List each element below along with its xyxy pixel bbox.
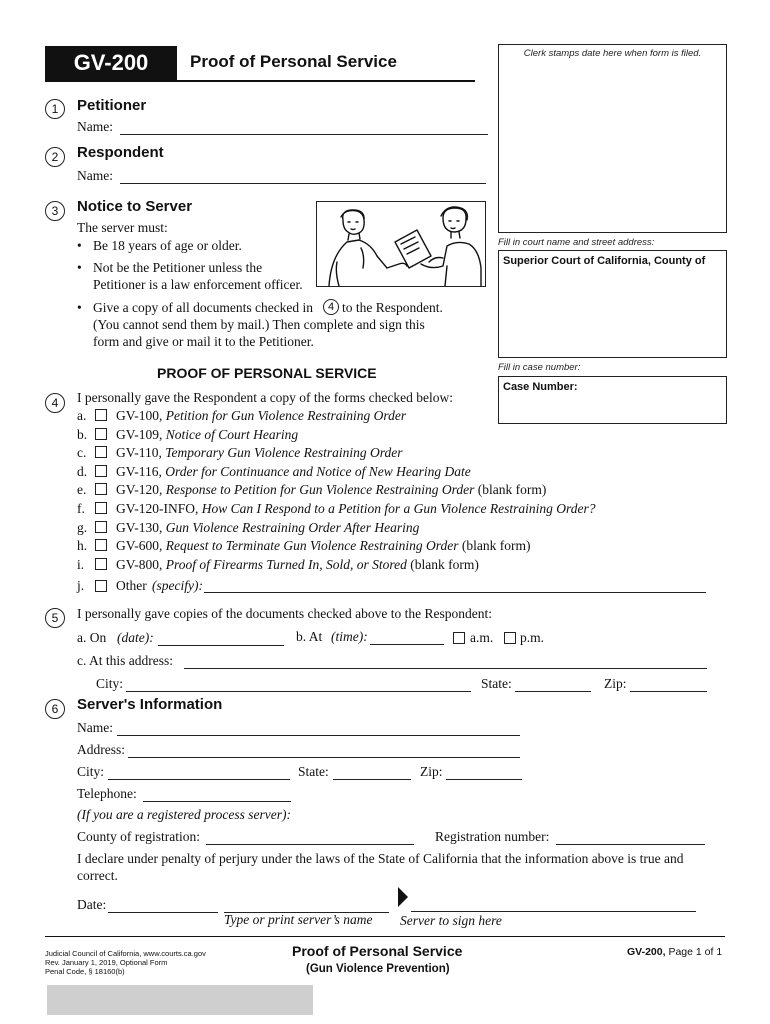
form-item xyxy=(77,464,471,480)
service-time-field[interactable] xyxy=(370,644,444,645)
respondent-name-label: Name: xyxy=(77,168,113,183)
bullet-3-line-2: (You cannot send them by mail.) Then complete and sign this xyxy=(93,317,425,332)
section-number-5: 5 xyxy=(45,608,65,628)
service-zip-label: Zip: xyxy=(604,676,627,691)
form-item-letter: f. xyxy=(77,501,85,516)
footer-subtitle: (Gun Violence Prevention) xyxy=(306,963,450,975)
form-item-note: (blank form) xyxy=(410,557,479,572)
server-telephone-label: Telephone: xyxy=(77,786,137,801)
server-city-label: City: xyxy=(77,764,105,779)
clear-form-bar[interactable] xyxy=(47,985,313,1015)
bullet-1-line-1: Be 18 years of age or older. xyxy=(93,238,242,253)
server-address-label: Address: xyxy=(77,742,125,757)
forms-intro: I personally gave the Respondent a copy of the forms checked below: xyxy=(77,390,454,405)
respondent-name-field[interactable] xyxy=(120,183,486,184)
service-address-label: c. At this address: xyxy=(77,653,173,668)
form-item xyxy=(77,445,403,461)
header-rule xyxy=(45,80,475,82)
form-item-letter: i. xyxy=(77,557,85,572)
pm-label: p.m. xyxy=(520,630,545,645)
form-item-title: Proof of Firearms Turned In, Sold, or Stored xyxy=(165,557,407,572)
service-zip-field[interactable] xyxy=(630,691,707,692)
form-item-letter: c. xyxy=(77,445,87,460)
section-title-respondent: Respondent xyxy=(77,144,164,161)
form-id-badge: GV-200 xyxy=(45,46,177,80)
footer-page-number: Page 1 of 1 xyxy=(668,946,723,958)
form-item-checkbox[interactable] xyxy=(95,539,107,551)
service-state-label: State: xyxy=(481,676,512,691)
form-item-checkbox[interactable] xyxy=(95,446,107,458)
section-title-server-info: Server's Information xyxy=(77,696,223,713)
form-item-code: GV-120, xyxy=(116,482,163,497)
form-item-letter: b. xyxy=(77,427,88,442)
server-address-field[interactable] xyxy=(128,757,520,758)
form-item-note: (blank form) xyxy=(477,482,547,497)
form-item-letter: a. xyxy=(77,408,87,423)
form-item-title: Order for Continuance and Notice of New Hearing Date xyxy=(165,464,471,479)
case-number-label: Case Number: xyxy=(503,381,578,393)
form-item-checkbox[interactable] xyxy=(95,502,107,514)
server-zip-field[interactable] xyxy=(446,779,522,780)
form-title: Proof of Personal Service xyxy=(190,52,397,71)
form-item xyxy=(77,557,479,573)
other-specify: (specify): xyxy=(152,578,203,593)
registration-number-field[interactable] xyxy=(556,844,705,845)
case-fill-label: Fill in case number: xyxy=(498,362,581,373)
form-item-title: Notice of Court Hearing xyxy=(165,427,299,442)
court-name-box[interactable] xyxy=(498,250,727,358)
county-registration-label: County of registration: xyxy=(77,829,200,844)
form-item xyxy=(77,501,595,517)
form-item-checkbox[interactable] xyxy=(95,465,107,477)
clerk-stamp-label: Clerk stamps date here when form is filed. xyxy=(523,48,702,59)
bullet-3-tail: to the Respondent. xyxy=(342,300,443,315)
server-state-label: State: xyxy=(298,764,329,779)
county-registration-field[interactable] xyxy=(206,844,414,845)
bullet-dot: • xyxy=(77,260,82,275)
service-date-hint: (date): xyxy=(117,630,154,645)
section-number-6: 6 xyxy=(45,699,65,719)
form-item xyxy=(77,482,546,498)
form-item-checkbox[interactable] xyxy=(95,483,107,495)
petitioner-name-field[interactable] xyxy=(120,134,488,135)
checkbox-pm[interactable] xyxy=(504,632,516,644)
form-item xyxy=(77,538,530,554)
sign-arrow-icon xyxy=(398,887,408,907)
footer-left-2: Rev. January 1, 2019, Optional Form xyxy=(45,958,168,967)
form-item-title: How Can I Respond to a Petition for a Gun Violence Restraining Order? xyxy=(201,501,596,516)
section-title-notice: Notice to Server xyxy=(77,198,193,215)
form-item-code: GV-800, xyxy=(116,557,163,572)
other-specify-field[interactable] xyxy=(204,592,706,593)
service-address-field[interactable] xyxy=(184,668,707,669)
form-item-title: Temporary Gun Violence Restraining Order xyxy=(165,445,403,460)
section-title-petitioner: Petitioner xyxy=(77,97,147,114)
form-item-checkbox[interactable] xyxy=(95,409,107,421)
bullet-2-line-1: Not be the Petitioner unless the xyxy=(93,260,263,275)
form-item-letter: h. xyxy=(77,538,88,553)
footer-left-3: Penal Code, § 18160(b) xyxy=(45,967,125,976)
form-item-code: GV-100, xyxy=(116,408,163,423)
declaration-line-1: I declare under penalty of perjury under the laws of the State of California that the information above is true and xyxy=(77,851,684,866)
section-number-3: 3 xyxy=(45,201,65,221)
server-city-field[interactable] xyxy=(108,779,290,780)
server-name-field[interactable] xyxy=(117,735,520,736)
service-intro: I personally gave copies of the documents checked above to the Respondent: xyxy=(77,606,492,621)
form-item-code: GV-600, xyxy=(116,538,163,553)
form-item-letter: d. xyxy=(77,464,88,479)
footer-title: Proof of Personal Service xyxy=(292,943,463,959)
am-label: a.m. xyxy=(470,630,494,645)
form-item-code: GV-120-INFO, xyxy=(116,501,199,516)
sign-date-label: Date: xyxy=(77,897,107,912)
section-number-1: 1 xyxy=(45,99,65,119)
sign-date-field[interactable] xyxy=(108,912,218,913)
declaration-line-2: correct. xyxy=(77,868,118,883)
service-time-hint: (time): xyxy=(331,629,368,644)
form-item-code: GV-110, xyxy=(116,445,162,460)
signature-caption: Server to sign here xyxy=(400,913,502,928)
form-item xyxy=(77,408,406,424)
court-fill-label: Fill in court name and street address: xyxy=(498,237,655,248)
court-name-text: Superior Court of California, County of xyxy=(503,255,706,267)
service-state-field[interactable] xyxy=(515,691,591,692)
proof-heading: PROOF OF PERSONAL SERVICE xyxy=(157,365,377,381)
form-item-letter: j. xyxy=(77,578,85,593)
form-item-title: Response to Petition for Gun Violence Restraining Order xyxy=(165,482,475,497)
bullet-3-line-1: Give a copy of all documents checked in xyxy=(93,300,314,315)
checkbox-other[interactable] xyxy=(95,580,107,592)
clerk-stamp-box xyxy=(498,44,727,233)
petitioner-name-label: Name: xyxy=(77,119,113,134)
form-item-checkbox[interactable] xyxy=(95,521,107,533)
form-item-letter: e. xyxy=(77,482,87,497)
bullet-2-line-2: Petitioner is a law enforcement officer. xyxy=(93,277,303,292)
service-city-field[interactable] xyxy=(126,691,471,692)
form-item-checkbox[interactable] xyxy=(95,558,107,570)
print-name-caption: Type or print server’s name xyxy=(224,912,373,927)
bullet-dot: • xyxy=(77,238,82,253)
form-item-code: GV-130, xyxy=(116,520,163,535)
footer-left-1: Judicial Council of California, www.courts.ca.gov xyxy=(45,949,206,958)
other-label: Other xyxy=(116,578,147,593)
server-name-label: Name: xyxy=(77,720,113,735)
form-item xyxy=(77,520,419,536)
form-item-title: Request to Terminate Gun Violence Restraining Order xyxy=(165,538,459,553)
section-ref-4: 4 xyxy=(323,299,339,315)
server-illustration xyxy=(316,201,486,287)
footer-page-info xyxy=(627,946,722,958)
form-item-note: (blank form) xyxy=(461,538,531,553)
registration-number-label: Registration number: xyxy=(435,829,550,844)
form-item xyxy=(77,427,298,443)
registered-note: (If you are a registered process server): xyxy=(77,807,291,822)
case-number-box[interactable] xyxy=(498,376,727,424)
form-item-letter: g. xyxy=(77,520,88,535)
form-item-code: GV-109, xyxy=(116,427,163,442)
form-item-checkbox[interactable] xyxy=(95,428,107,440)
footer-rule xyxy=(45,936,725,937)
form-item-title: Gun Violence Restraining Order After Hearing xyxy=(165,520,420,535)
section-number-2: 2 xyxy=(45,147,65,167)
section-number-4: 4 xyxy=(45,393,65,413)
footer-form-id: GV-200, xyxy=(627,946,666,958)
service-time-label: b. At xyxy=(296,629,323,644)
service-date-field[interactable] xyxy=(158,645,284,646)
notice-intro: The server must: xyxy=(77,220,168,235)
service-date-label: a. On xyxy=(77,630,107,645)
server-state-field[interactable] xyxy=(333,779,411,780)
signature-field[interactable] xyxy=(411,911,696,912)
checkbox-am[interactable] xyxy=(453,632,465,644)
bullet-3-line-3: form and give or mail it to the Petitioner. xyxy=(93,334,314,349)
server-telephone-field[interactable] xyxy=(143,801,291,802)
handoff-drawing-icon xyxy=(317,202,485,286)
bullet-dot: • xyxy=(77,300,82,315)
server-zip-label: Zip: xyxy=(420,764,443,779)
form-item-title: Petition for Gun Violence Restraining Order xyxy=(165,408,407,423)
service-city-label: City: xyxy=(96,676,124,691)
form-item-code: GV-116, xyxy=(116,464,162,479)
